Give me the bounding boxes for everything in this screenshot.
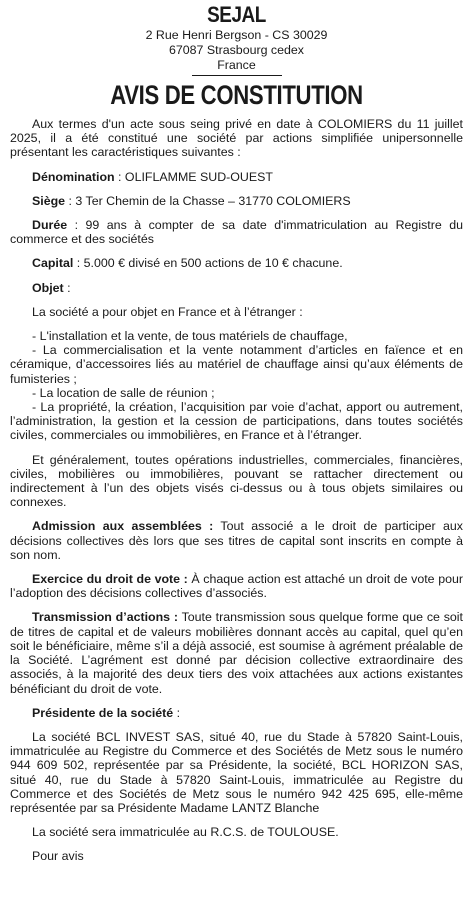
list-item: - La location de salle de réunion ; [32, 385, 215, 400]
vote-value: À chaque action est attaché un droit de vote pour l’adoption des décisions collectives d’associés. [10, 572, 463, 601]
objet-paragraph [10, 281, 463, 295]
closing-text: Pour avis [32, 849, 84, 864]
transmission-value: Toute transmission sous quelque forme que ce soit de titres de capital et de valeurs mobilières donnant accès au capital, quel qu’en soit le bénéficiaire, même s’il a déjà associé, est soumise à agrément préalable de la Société. L’agrément est donné par décision collective extraordinaire des associés, à la majorité des deux tiers des voix attachées aux actions existantes bénéficiant du droit de vote. [10, 610, 463, 696]
denomination-value: : OLIFLAMME SUD-OUEST [114, 169, 273, 184]
siege-paragraph [10, 194, 463, 208]
admission-value: Tout associé a le droit de participer aux décisions collectives dès lors que ses titres de capital sont inscrits en compte à son nom. [10, 519, 463, 562]
company-name: SEJAL [207, 2, 266, 27]
address-line-2: 67087 Strasbourg cedex [168, 43, 304, 57]
siege-label: Siège [32, 193, 66, 208]
list-item: - La propriété, la création, l’acquisition par voie d’achat, apport ou autrement, l’administration, la gestion et la cession de participations, dans toutes sociétés civiles, commerciales ou immobilières, en France et à l’étranger. [10, 400, 463, 443]
vote-paragraph [10, 572, 463, 600]
siege-value: : 3 Ter Chemin de la Chasse – 31770 COLOMIERS [65, 193, 351, 208]
capital-paragraph [10, 256, 463, 270]
admission-label: Admission aux assemblées : [32, 519, 214, 534]
list-item: - La commercialisation et la vente notamment d’articles en faïence et en céramique, d’accessoires liés au matériel de chauffage ainsi qu’aux éléments de fumisteries ; [10, 343, 463, 386]
duree-value: : 99 ans à compter de sa date d'immatriculation au Registre du commerce et des sociétés [10, 218, 463, 247]
address-line-3: France [217, 58, 256, 72]
admission-paragraph [10, 519, 463, 562]
duree-paragraph [10, 218, 463, 246]
vote-label: Exercice du droit de vote : [32, 572, 188, 587]
presidente-text: La société BCL INVEST SAS, situé 40, rue du Stade à 57820 Saint-Louis, immatriculée au Registre du Commerce et des Sociétés de Metz sous le numéro 944 609 502, représentée par sa Présidente, la société, BCL HORIZON SAS, situé 40, rue du Stade à 57820 Saint-Louis, immatriculée au Registre du Commerce et des Sociétés de Metz sous le numéro 942 425 695, elle-même représentée par sa Présidente Madame LANTZ Blanche [10, 729, 463, 815]
objet-intro: La société a pour objet en France et à l’étranger : [32, 304, 303, 319]
legal-notice [10, 0, 463, 864]
capital-value: : 5.000 € divisé en 500 actions de 10 € chacune. [73, 256, 343, 271]
header [10, 2, 463, 110]
denomination-paragraph [10, 170, 463, 184]
objet-list [10, 329, 463, 443]
transmission-label: Transmission d’actions : [32, 610, 178, 625]
denomination-label: Dénomination [32, 169, 115, 184]
notice-title: AVIS DE CONSTITUTION [110, 80, 363, 110]
objet-value: : [63, 280, 71, 295]
transmission-paragraph [10, 610, 463, 695]
presidente-label: Présidente de la société [32, 705, 174, 720]
capital-label: Capital [32, 256, 74, 271]
presidente-value: : [173, 705, 181, 720]
objet-label: Objet [32, 280, 64, 295]
presidente-paragraph [10, 706, 463, 720]
address-line-1: 2 Rue Henri Bergson - CS 30029 [145, 28, 328, 42]
header-divider [192, 75, 282, 76]
intro-paragraph: Aux termes d'un acte sous seing privé en date à COLOMIERS du 11 juillet 2025, il a été constitué une société par actions simplifiée unipersonnelle présentant les caractéristiques suivantes : [10, 117, 463, 160]
generalement-paragraph: Et généralement, toutes opérations industrielles, commerciales, financières, civiles, mobilières ou immobilières, pouvant se rattacher directement ou indirectement à l’un des objets visés ci-dessus ou à tous objets similaires ou connexes. [10, 452, 463, 510]
list-item: - L'installation et la vente, de tous matériels de chauffage, [32, 329, 348, 344]
duree-label: Durée [32, 218, 68, 233]
immatriculation-paragraph: La société sera immatriculée au R.C.S. de TOULOUSE. [32, 825, 339, 840]
